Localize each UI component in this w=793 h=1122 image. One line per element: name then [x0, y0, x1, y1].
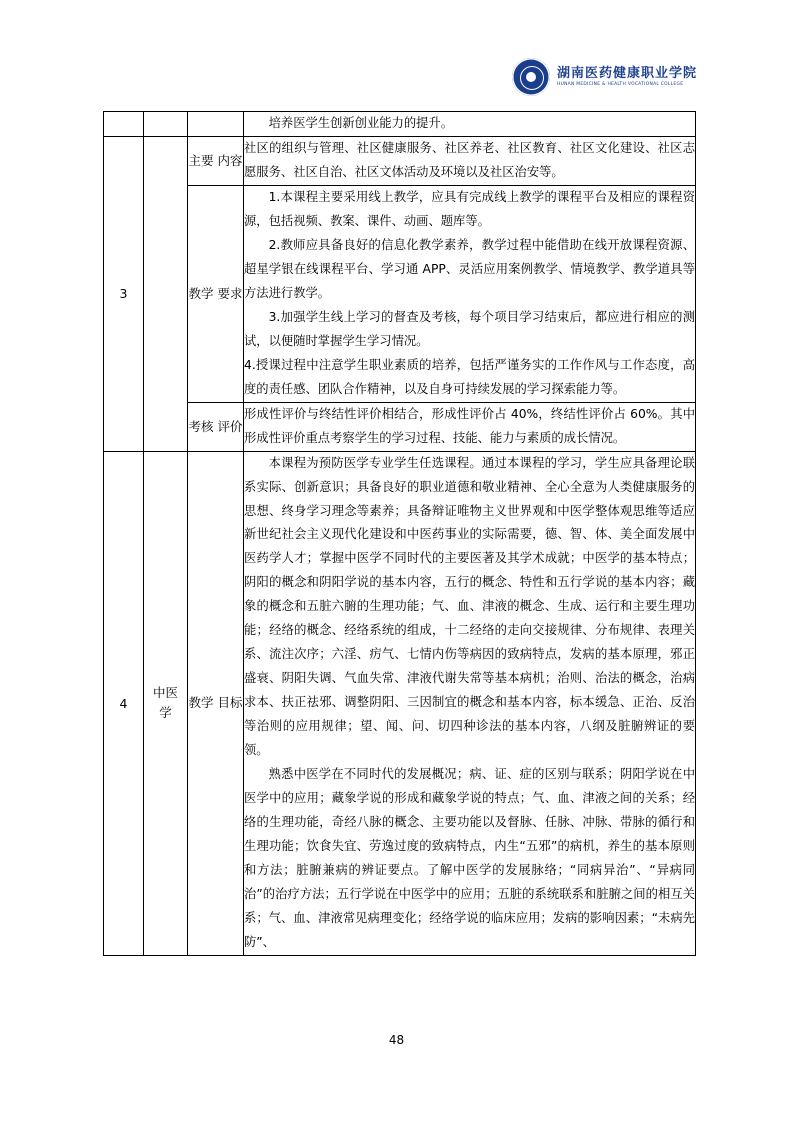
paragraph: 4.授课过程中注意学生职业素质的培养，包括严谨务实的工作作风与工作态度，高度的责任感、团队合作精神，以及自身可持续发展的学习探索能力等。 — [244, 357, 695, 396]
row-body-cell — [244, 136, 696, 185]
row-number-cell — [104, 112, 144, 137]
paragraph: 形成性评价与终结性评价相结合，形成性评价占 40%，终结性评价占 60%。其中形成性评价重点考察学生的学习过程、技能、能力与素质的成长情况。 — [244, 406, 695, 445]
paragraph: 1.本课程主要采用线上教学，应具有完成线上教学的课程平台及相应的课程资源，包括视频、教案、课件、动画、题库等。 — [244, 189, 695, 228]
logo-text-block — [557, 67, 697, 88]
row-body-cell — [244, 402, 696, 451]
table-row — [104, 402, 696, 451]
label-line: 教学 — [188, 695, 214, 711]
course-name-cell — [144, 136, 188, 451]
label-line: 教学 — [188, 285, 214, 301]
row-number-cell: 3 — [104, 136, 144, 451]
row-label-cell — [188, 451, 244, 955]
row-body-cell — [244, 185, 696, 402]
page-number: 48 — [388, 1033, 405, 1047]
label-line: 要求 — [217, 285, 243, 301]
row-label-cell — [188, 185, 244, 402]
paragraph: 社区的组织与管理、社区健康服务、社区养老、社区教育、社区文化建设、社区志愿服务、社区自治、社区文体活动及环境以及社区治安等。 — [244, 140, 695, 179]
label-line: 目标 — [217, 695, 243, 711]
row-label-cell — [188, 136, 244, 185]
label-line: 考核 — [188, 418, 214, 434]
table-row — [104, 112, 696, 137]
course-name-cell — [144, 112, 188, 137]
row-body-cell — [244, 112, 696, 137]
row-number-cell: 4 — [104, 451, 144, 955]
logo-name-cn: 湖南医药健康职业学院 — [556, 65, 697, 81]
row-label-cell — [188, 112, 244, 137]
paragraph: 熟悉中医学在不同时代的发展概况；病、证、症的区别与联系；阴阳学说在中医学中的应用；藏象学说的形成和藏象学说的特点；气、血、津液之间的关系；经络的生理功能，奇经八脉的概念、主要功能以及督脉、任脉、冲脉、带脉的循行和生理功能；饮食失宜、劳逸过度的致病特点，内生“五邪”的病机，养生的基本原则和方法；脏腑兼病的辨证要点。了解中医学的发展脉络；“同病异治”、“异病同治”的治疗方法；五行学说在中医学中的应用；五脏的系统联系和脏腑之间的相互关系；气、血、津液常见病理变化；经络学说的临床应用；发病的影响因素；“未病先防”、 — [244, 767, 695, 949]
course-name-line: 中医 — [152, 685, 178, 701]
paragraph: 本课程为预防医学专业学生任选课程。通过本课程的学习，学生应具备理论联系实际、创新意识；具备良好的职业道德和敬业精神、全心全意为人类健康服务的思想、终身学习理念等素养；具备辩证唯物主义世界观和中医学整体观思维等适应新世纪社会主义现代化建设和中医药事业的实际需要，德、智、体、美全面发展中医药学人才；掌握中医学不同时代的主要医著及其学术成就；中医学的基本特点；阴阳的概念和阴阳学说的基本内容，五行的概念、特性和五行学说的基本内容；藏象的概念和五脏六腑的生理功能；气、血、津液的概念、生成、运行和主要生理功能；经络的概念、经络系统的组成，十二经络的走向交接规律、分布规律、表理关系、流注次序；六淫、疠气、七情内伤等病因的致病特点，发病的基本原理，邪正盛衰、阴阳失调、气血失常、津液代谢失常等基本病机；治则、治法的概念，治病求本、扶正祛邪、调整阴阳、三因制宜的概念和基本内容，标本缓急、正治、反治等治则的应用规律；望、闻、问、切四种诊法的基本内容，八纲及脏腑辨证的要领。 — [244, 455, 695, 758]
label-line: 主要 — [188, 152, 214, 168]
seal-icon — [512, 58, 550, 96]
course-name-line: 学 — [159, 705, 172, 721]
paragraph: 3.加强学生线上学习的督查及考核，每个项目学习结束后，都应进行相应的测试，以便随时掌握学生学习情况。 — [244, 309, 695, 348]
table-row — [104, 185, 696, 402]
course-name-cell — [144, 451, 188, 955]
table-row — [104, 451, 696, 955]
table-row — [104, 136, 696, 185]
logo-name-en: HUNAN MEDICINE & HEALTH VOCATIONAL COLLEGE — [556, 82, 684, 88]
college-logo — [512, 58, 697, 96]
paragraph: 2.教师应具备良好的信息化教学素养，教学过程中能借助在线开放课程资源、超星学银在线课程平台、学习通 APP、灵活应用案例教学、情境教学、教学道具等方法进行教学。 — [244, 237, 695, 300]
row-body-cell — [244, 451, 696, 955]
syllabus-table — [103, 111, 696, 956]
label-line: 内容 — [217, 152, 243, 168]
row-label-cell — [188, 402, 244, 451]
label-line: 评价 — [217, 418, 243, 434]
paragraph: 培养医学生创新创业能力的提升。 — [268, 116, 454, 130]
